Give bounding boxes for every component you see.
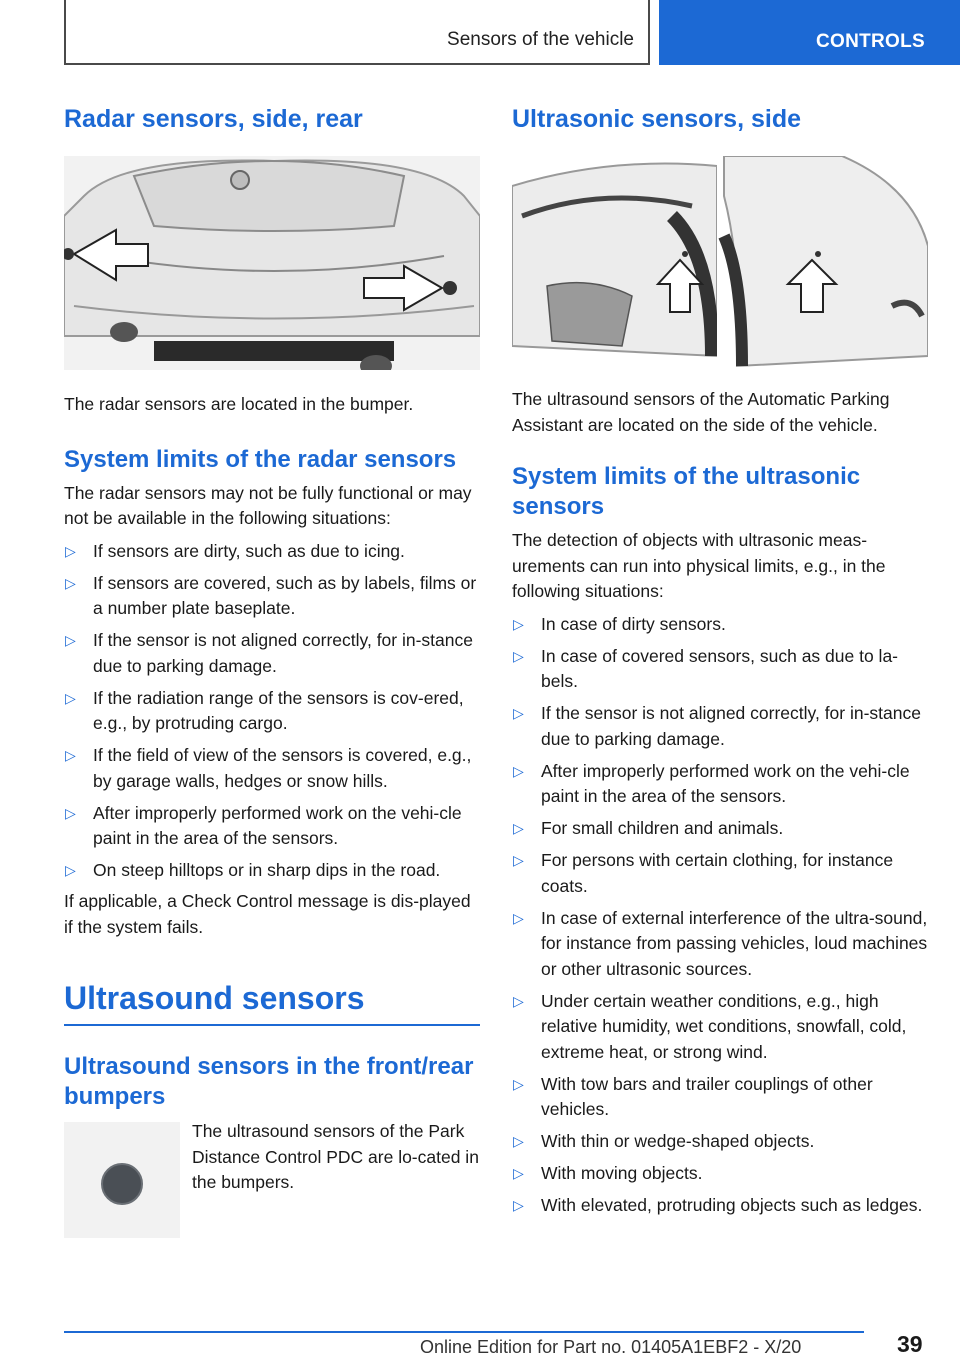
triangle-bullet-icon: ▷ — [513, 647, 524, 664]
radar-limits-list — [64, 539, 480, 884]
ultrasonic-side-heading: Ultrasonic sensors, side — [512, 105, 802, 133]
footer-edition: Online Edition for Part no. 01405A1EBF2 - X/20 — [420, 1337, 802, 1357]
triangle-bullet-icon: ▷ — [513, 762, 524, 779]
list-item-text: In case of external interference of the ultra‐sound, for instance from passing vehicles, loud machines or other ultrasonic sources. — [541, 907, 928, 979]
list-item — [64, 858, 480, 884]
list-item-text: After improperly performed work on the vehi‐cle paint in the area of the sensors. — [541, 760, 910, 806]
list-item-text: If the sensor is not aligned correctly, for in‐stance due to parking damage. — [541, 703, 921, 749]
list-item-text: With tow bars and trailer couplings of other vehicles. — [541, 1073, 873, 1119]
list-item — [512, 1129, 930, 1155]
triangle-bullet-icon: ▷ — [65, 747, 76, 763]
ultrasonic-limits-list — [512, 612, 930, 1219]
list-item — [64, 628, 480, 679]
list-item-text: In case of covered sensors, such as due to la‐bels. — [541, 645, 898, 691]
bumper-sensor-block — [64, 1122, 480, 1238]
triangle-bullet-icon: ▷ — [513, 615, 524, 632]
list-item — [64, 539, 480, 565]
bumper-sensors-text: The ultrasound sensors of the Park Distance Control PDC are lo‐cated in the bumpers. — [192, 1121, 479, 1192]
list-item — [64, 571, 480, 622]
list-item-text: In case of dirty sensors. — [541, 613, 726, 634]
triangle-bullet-icon: ▷ — [65, 542, 76, 559]
list-item — [512, 816, 930, 842]
triangle-bullet-icon: ▷ — [65, 689, 76, 706]
list-item-text: If the radiation range of the sensors is cov‐ered, e.g., by protruding cargo. — [93, 687, 464, 733]
list-item — [512, 644, 930, 695]
list-item — [512, 701, 930, 752]
triangle-bullet-icon: ▷ — [513, 1075, 524, 1092]
ultrasonic-limits-heading: System limits of the ultrasonic sensors — [512, 463, 861, 520]
list-item — [512, 906, 930, 983]
list-item — [512, 759, 930, 810]
list-item-text: For small children and animals. — [541, 818, 784, 838]
left-column — [64, 98, 480, 1238]
radar-sensors-caption: The radar sensors are located in the bumper. — [64, 394, 414, 414]
list-item — [512, 848, 930, 899]
list-item-text: On steep hilltops or in sharp dips in the road. — [93, 860, 441, 880]
sensor-disc-icon — [64, 1122, 180, 1238]
list-item — [64, 801, 480, 852]
ultrasonic-side-caption: The ultrasound sensors of the Automatic Parking Assistant are located on the side of the vehicle. — [512, 389, 890, 435]
footer-rule — [64, 1331, 864, 1333]
list-item — [512, 989, 930, 1066]
header-chapter-label: CONTROLS — [816, 31, 926, 52]
triangle-bullet-icon: ▷ — [513, 705, 524, 721]
triangle-bullet-icon: ▷ — [513, 909, 524, 926]
header-chapter-tab[interactable] — [659, 0, 960, 65]
list-item — [512, 1072, 930, 1123]
triangle-bullet-icon: ▷ — [513, 992, 524, 1009]
list-item-text: Under certain weather conditions, e.g., high relative humidity, wet conditions, snowfall, cold, extreme heat, or strong wind. — [541, 990, 907, 1062]
car-rear-illustration — [64, 156, 480, 370]
radar-sensors-rear-image — [64, 156, 480, 370]
list-item-text: With elevated, protruding objects such as ledges. — [541, 1195, 923, 1215]
radar-limits-heading: System limits of the radar sensors — [64, 445, 457, 473]
triangle-bullet-icon: ▷ — [65, 862, 76, 878]
list-item — [64, 743, 480, 794]
list-item-text: If sensors are dirty, such as due to icing. — [93, 540, 405, 561]
bumper-sensors-heading: Ultrasound sensors in the front/rear bumpers — [64, 1053, 474, 1110]
list-item — [512, 612, 930, 638]
list-item — [512, 1161, 930, 1187]
triangle-bullet-icon: ▷ — [513, 820, 524, 836]
page-number: 39 — [897, 1331, 923, 1357]
bumper-sensor-image — [64, 1122, 180, 1238]
list-item-text: With thin or wedge-shaped objects. — [541, 1131, 815, 1151]
ultrasonic-side-image — [512, 156, 928, 376]
list-item-text: For persons with certain clothing, for instance coats. — [541, 850, 894, 896]
triangle-bullet-icon: ▷ — [513, 1165, 524, 1181]
car-side-illustration — [512, 156, 928, 376]
radar-limits-intro: The radar sensors may not be fully functional or may not be available in the following situations: — [64, 482, 472, 528]
list-item-text: With moving objects. — [541, 1163, 703, 1183]
triangle-bullet-icon: ▷ — [65, 804, 76, 821]
list-item — [64, 686, 480, 737]
list-item-text: If the field of view of the sensors is covered, e.g., by garage walls, hedges or snow hills. — [93, 745, 472, 791]
radar-limits-outro: If applicable, a Check Control message is dis‐played if the system fails. — [64, 891, 471, 937]
radar-sensors-heading: Radar sensors, side, rear — [64, 105, 363, 133]
ultrasonic-limits-intro: The detection of objects with ultrasonic meas‐urements can run into physical limits, e.g., in the following situations: — [512, 530, 886, 601]
list-item-text: After improperly performed work on the vehi‐cle paint in the area of the sensors. — [93, 802, 462, 848]
triangle-bullet-icon: ▷ — [513, 852, 524, 868]
list-item-text: If sensors are covered, such as by labels, films or a number plate baseplate. — [93, 572, 477, 618]
list-item — [512, 1193, 930, 1219]
ultrasound-sensors-chapter-heading: Ultrasound sensors — [64, 978, 480, 1026]
triangle-bullet-icon: ▷ — [65, 632, 76, 648]
right-column — [512, 98, 930, 1225]
header-bar — [64, 0, 650, 65]
triangle-bullet-icon: ▷ — [513, 1197, 524, 1213]
header-section-title: Sensors of the vehicle — [447, 29, 634, 50]
triangle-bullet-icon: ▷ — [65, 574, 76, 591]
list-item-text: If the sensor is not aligned correctly, for in‐stance due to parking damage. — [93, 630, 473, 676]
triangle-bullet-icon: ▷ — [513, 1133, 524, 1149]
